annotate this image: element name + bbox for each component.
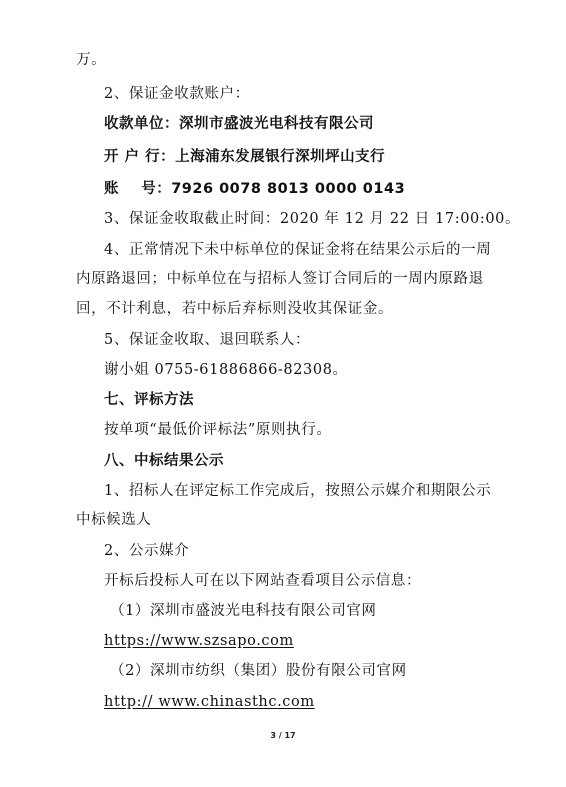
text-line: 中标候选人 xyxy=(76,512,152,528)
text-line: 5、保证金收取、退回联系人： xyxy=(104,332,311,348)
text-line: 按单项“最低价评标法”原则执行。 xyxy=(104,422,332,438)
text-line: （2）深圳市纺织（集团）股份有限公司官网 xyxy=(110,663,407,679)
text-line: （1）深圳市盛波光电科技有限公司官网 xyxy=(110,603,377,619)
text-line: 回，不计利息，若中标后弃标则没收其保证金。 xyxy=(76,301,394,317)
text-line: 2、公示媒介 xyxy=(104,543,190,559)
text-line: 开标后投标人可在以下网站查看项目公示信息： xyxy=(104,573,422,589)
account-line: 账 号：7926 0078 8013 0000 0143 xyxy=(104,181,406,197)
text-line: 4、正常情况下未中标单位的保证金将在结果公示后的一周 xyxy=(104,242,492,258)
website-link-szsapo[interactable]: https://www.szsapo.com xyxy=(104,633,294,649)
text-line: 2、保证金收款账户： xyxy=(104,86,250,102)
text-line: 内原路退回；中标单位在与招标人签订合同后的一周内原路退 xyxy=(76,271,484,287)
text-line: 1、招标人在评定标工作完成后，按照公示媒介和期限公示 xyxy=(104,483,492,499)
text-line: 万。 xyxy=(76,52,107,68)
section-heading: 八、中标结果公示 xyxy=(104,453,224,469)
page-number: 3 / 17 xyxy=(270,731,296,740)
bank-line: 开 户 行：上海浦东发展银行深圳坪山支行 xyxy=(104,149,386,165)
section-heading: 七、评标方法 xyxy=(104,392,194,408)
payee-line: 收款单位：深圳市盛波光电科技有限公司 xyxy=(104,116,374,132)
text-line: 3、保证金收取截止时间：2020 年 12 月 22 日 17:00:00。 xyxy=(104,211,521,227)
website-link-chinasthc[interactable]: http:// www.chinasthc.com xyxy=(104,694,315,710)
contact-line: 谢小姐 0755-61886866-82308。 xyxy=(104,362,348,378)
